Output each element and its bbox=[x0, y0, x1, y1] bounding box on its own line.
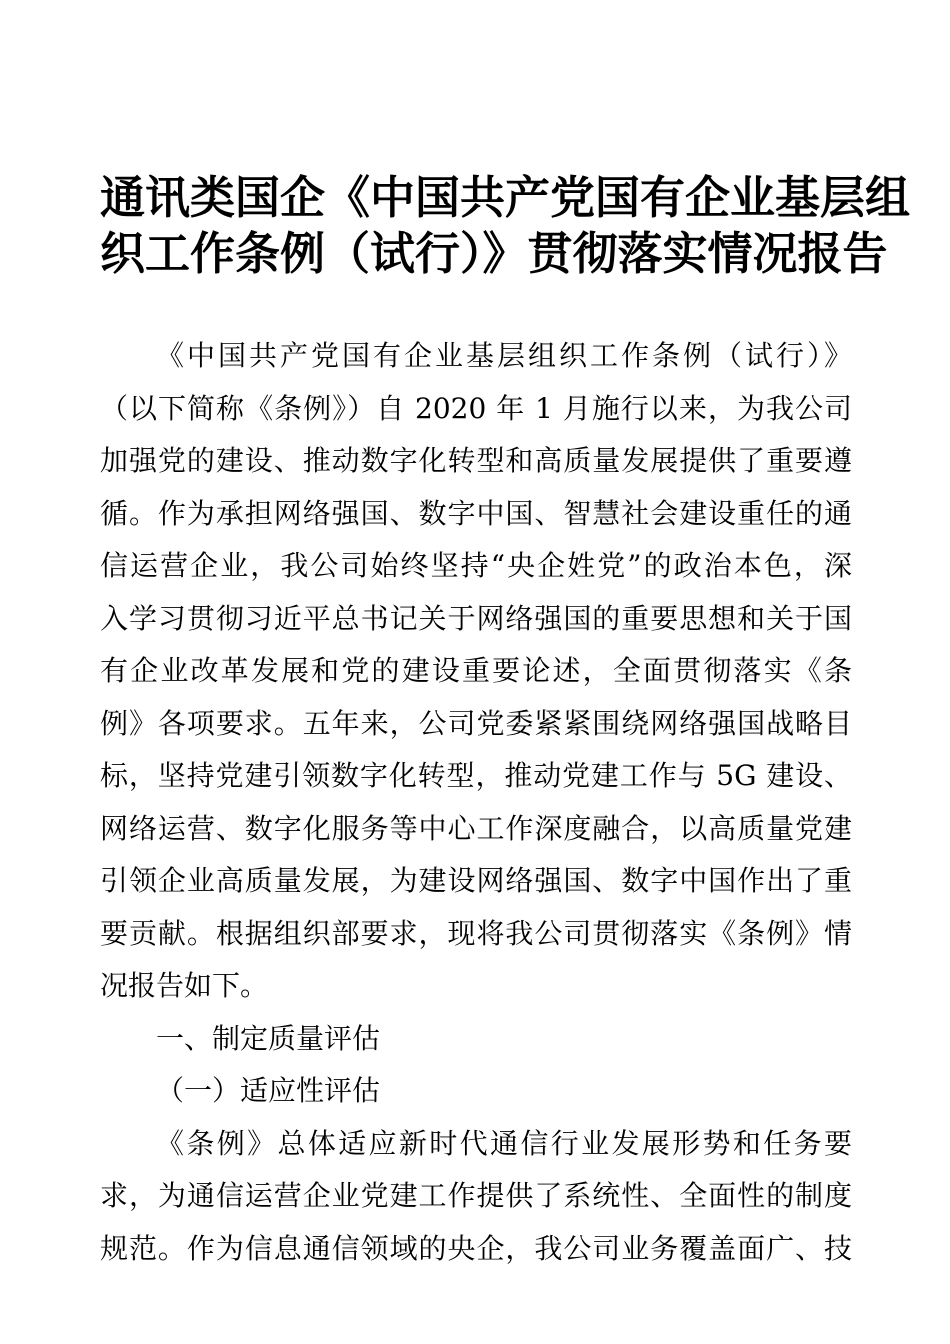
intro-paragraph-line: 信运营企业，我公司始终坚持“央企姓党”的政治本色，深 bbox=[100, 549, 852, 582]
intro-paragraph-line: （以下简称《条例》）自 2020 年 1 月施行以来，为我公司 bbox=[100, 391, 852, 425]
document-title bbox=[100, 170, 911, 282]
section-paragraph-line: 《条例》总体适应新时代通信行业发展形势和任务要 bbox=[156, 1126, 852, 1160]
section-paragraph-line: 规范。作为信息通信领域的央企，我公司业务覆盖面广、技 bbox=[100, 1231, 852, 1265]
intro-paragraph-line: 循。作为承担网络强国、数字中国、智慧社会建设重任的通 bbox=[100, 496, 852, 530]
intro-paragraph-line: 标，坚持党建引领数字化转型，推动党建工作与 5G 建设、 bbox=[100, 759, 852, 792]
intro-paragraph-line: 要贡献。根据组织部要求，现将我公司贯彻落实《条例》情 bbox=[100, 916, 852, 950]
intro-paragraph-line: 《中国共产党国有企业基层组织工作条例（试行）》 bbox=[156, 339, 852, 372]
title-line: 织工作条例（试行）》贯彻落实情况报告 bbox=[100, 227, 888, 280]
intro-paragraph-line: 有企业改革发展和党的建设重要论述，全面贯彻落实《条 bbox=[100, 654, 852, 687]
intro-paragraph-line: 加强党的建设、推动数字化转型和高质量发展提供了重要遵 bbox=[100, 444, 852, 477]
title-line: 通讯类国企《中国共产党国有企业基层组 bbox=[100, 171, 911, 224]
intro-paragraph-line: 引领企业高质量发展，为建设网络强国、数字中国作出了重 bbox=[100, 864, 852, 897]
intro-paragraph-line: 例》各项要求。五年来，公司党委紧紧围绕网络强国战略目 bbox=[100, 706, 852, 740]
intro-paragraph-line: 入学习贯彻习近平总书记关于网络强国的重要思想和关于国 bbox=[100, 601, 852, 635]
intro-paragraph-line: 网络运营、数字化服务等中心工作深度融合，以高质量党建 bbox=[100, 811, 852, 845]
section-heading: 一、制定质量评估 bbox=[156, 1021, 381, 1055]
subsection-heading: （一）适应性评估 bbox=[156, 1074, 381, 1107]
document-body bbox=[100, 330, 852, 1275]
section-paragraph-line: 求，为通信运营企业党建工作提供了系统性、全面性的制度 bbox=[100, 1179, 852, 1212]
intro-paragraph-line: 况报告如下。 bbox=[100, 969, 269, 1002]
